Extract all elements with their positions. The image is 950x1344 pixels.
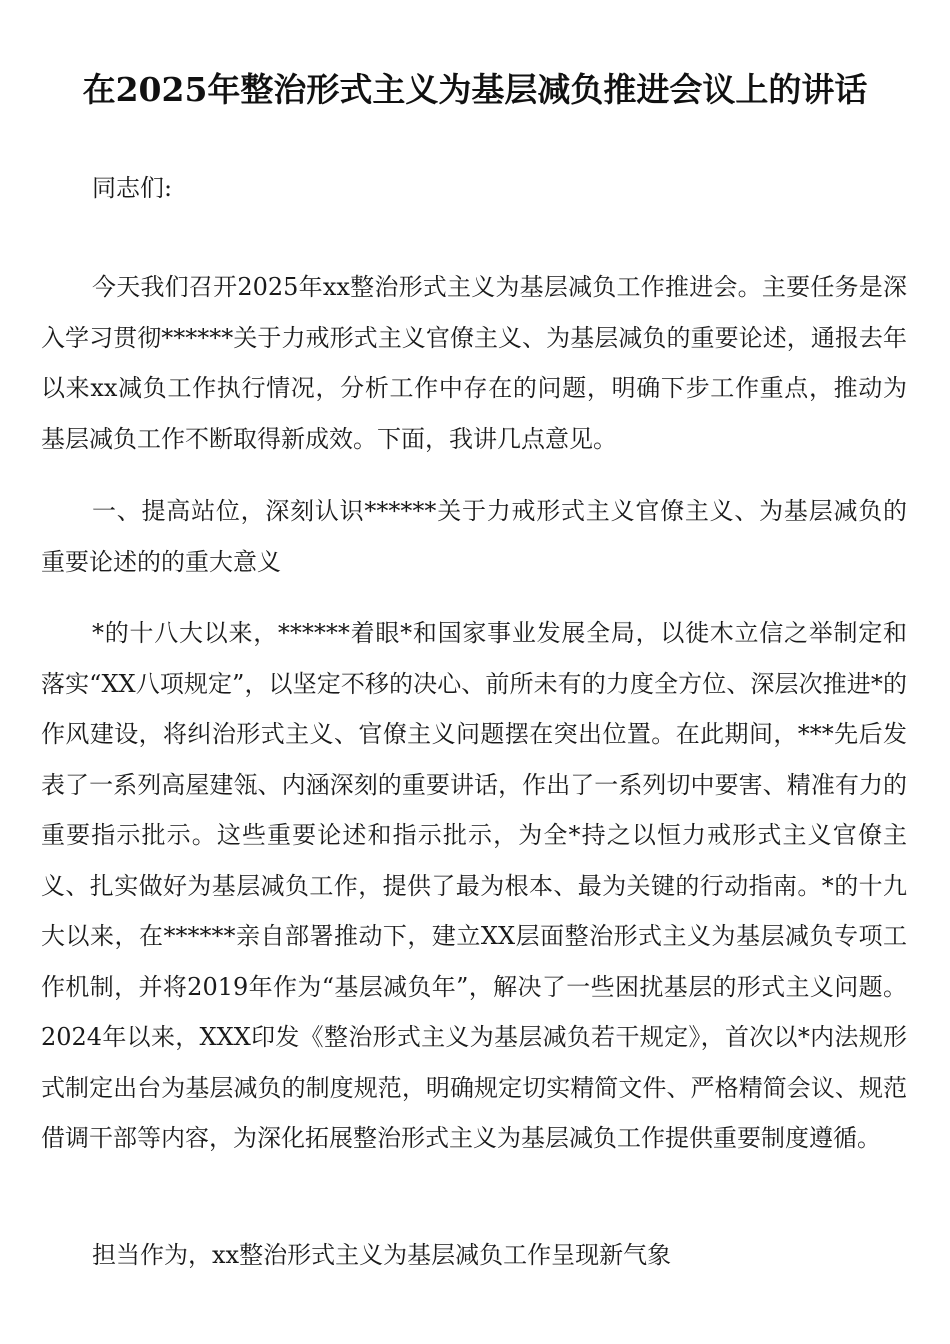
section-heading-one: 一、提高站位，深刻认识******关于力戒形式主义官僚主义、为基层减负的重要论述的的重大意义 (41, 497, 907, 576)
paragraph-intro: 今天我们召开2025年xx整治形式主义为基层减负工作推进会。主要任务是深入学习贯彻******关于力戒形式主义官僚主义、为基层减负的重要论述，通报去年以来xx减负工作执行情况，分析工作中存在的问题，明确下步工作重点，推动为基层减负工作不断取得新成效。下面，我讲几点意见。 (41, 273, 907, 453)
salutation: 同志们: (92, 174, 173, 202)
paragraph-background: *的十八大以来，******着眼*和国家事业发展全局，以徙木立信之举制定和落实“XX八项规定”，以坚定不移的决心、前所未有的力度全方位、深层次推进*的作风建设，将纠治形式主义、官僚主义问题摆在突出位置。在此期间，***先后发表了一系列高屋建瓴、内涵深刻的重要讲话，作出了一系列切中要害、精准有力的重要指示批示。这些重要论述和指示批示，为全*持之以恒力戒形式主义官僚主义、扎实做好为基层减负工作，提供了最为根本、最为关键的行动指南。*的十九大以来，在******亲自部署推动下，建立XX层面整治形式主义为基层减负专项工作机制，并将2019年作为“基层减负年”，解决了一些困扰基层的形式主义问题。2024年以来，XXX印发《整治形式主义为基层减负若干规定》，首次以*内法规形式制定出台为基层减负的制度规范，明确规定切实精简文件、严格精简会议、规范借调干部等内容，为深化拓展整治形式主义为基层减负工作提供重要制度遵循。 (41, 619, 907, 1152)
document-title: 在2025年整治形式主义为基层减负推进会议上的讲话 (82, 70, 868, 110)
section-heading-two: 担当作为，xx整治形式主义为基层减负工作呈现新气象 (92, 1241, 672, 1269)
